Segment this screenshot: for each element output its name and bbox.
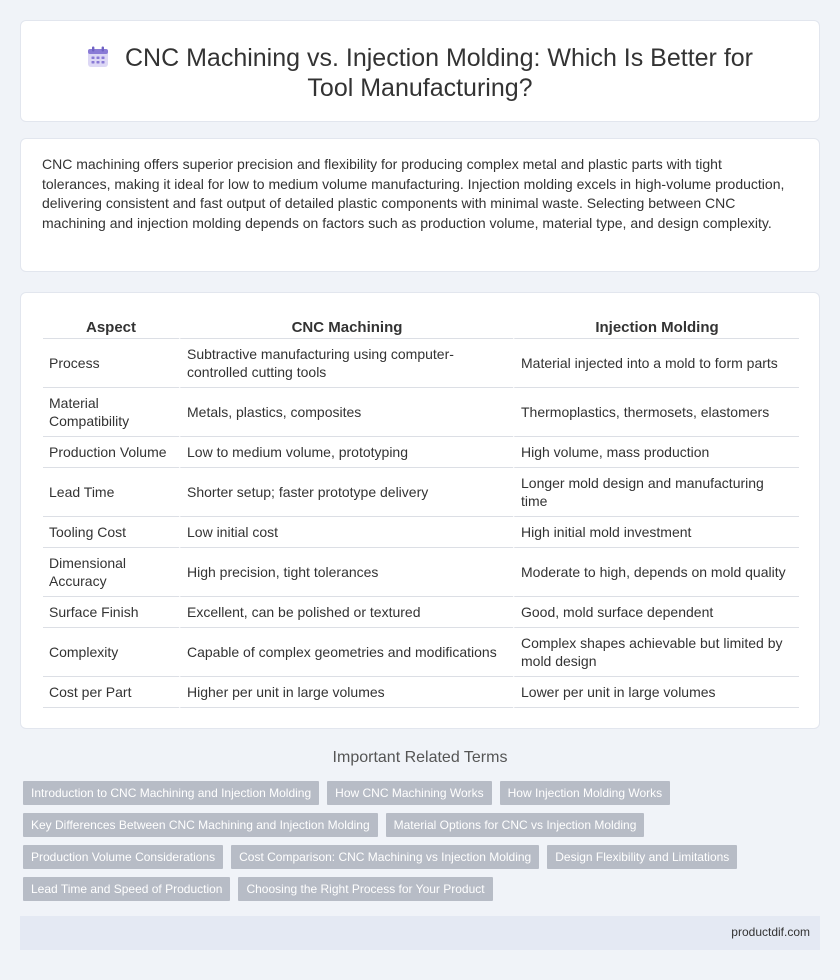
row-cnc: Low initial cost [179, 517, 513, 548]
table-header-row [43, 315, 799, 339]
tag-row [23, 781, 823, 805]
related-terms-tags [23, 781, 823, 909]
row-cnc: Higher per unit in large volumes [179, 677, 513, 708]
row-cnc: High precision, tight tolerances [179, 548, 513, 597]
row-cnc: Excellent, can be polished or textured [179, 597, 513, 628]
row-cnc: Shorter setup; faster prototype delivery [179, 468, 513, 517]
comparison-table-card [20, 292, 820, 729]
row-injection: Good, mold surface dependent [513, 597, 799, 628]
row-aspect: Surface Finish [43, 597, 179, 628]
header-injection-molding: Injection Molding [513, 315, 799, 339]
tag-key-differences[interactable]: Key Differences Between CNC Machining and Injection Molding [23, 813, 378, 837]
tag-how-cnc-works[interactable]: How CNC Machining Works [327, 781, 491, 805]
row-aspect: Complexity [43, 628, 179, 677]
tag-row [23, 877, 823, 901]
tag-choosing-process[interactable]: Choosing the Right Process for Your Product [238, 877, 492, 901]
row-cnc: Capable of complex geometries and modifications [179, 628, 513, 677]
row-injection: High initial mold investment [513, 517, 799, 548]
tag-production-volume[interactable]: Production Volume Considerations [23, 845, 223, 869]
row-aspect: Production Volume [43, 437, 179, 468]
row-aspect: Lead Time [43, 468, 179, 517]
row-cnc: Metals, plastics, composites [179, 388, 513, 437]
row-injection: Thermoplastics, thermosets, elastomers [513, 388, 799, 437]
row-injection: Moderate to high, depends on mold quality [513, 548, 799, 597]
tag-lead-time[interactable]: Lead Time and Speed of Production [23, 877, 230, 901]
header-aspect: Aspect [43, 315, 179, 339]
row-aspect: Cost per Part [43, 677, 179, 708]
tag-cost-comparison[interactable]: Cost Comparison: CNC Machining vs Injection Molding [231, 845, 539, 869]
header-cnc-machining: CNC Machining [179, 315, 513, 339]
tag-row [23, 813, 823, 837]
tag-how-injection-works[interactable]: How Injection Molding Works [500, 781, 671, 805]
row-injection: Longer mold design and manufacturing time [513, 468, 799, 517]
table-row [43, 628, 799, 677]
row-aspect: Dimensional Accuracy [43, 548, 179, 597]
row-injection: Material injected into a mold to form parts [513, 339, 799, 388]
row-aspect: Process [43, 339, 179, 388]
row-injection: Complex shapes achievable but limited by mold design [513, 628, 799, 677]
table-row [43, 388, 799, 437]
row-injection: High volume, mass production [513, 437, 799, 468]
table-row [43, 468, 799, 517]
footer-site-link[interactable]: productdif.com [731, 925, 810, 939]
header-card [20, 20, 820, 122]
tag-design-flexibility[interactable]: Design Flexibility and Limitations [547, 845, 737, 869]
row-injection: Lower per unit in large volumes [513, 677, 799, 708]
calendar-icon [87, 45, 109, 67]
table-row [43, 339, 799, 388]
intro-card [20, 138, 820, 272]
table-row [43, 677, 799, 708]
intro-text: CNC machining offers superior precision and flexibility for producing complex metal and plastic parts with tight tolerances, making it ideal for low to medium volume manufacturing. Injection molding excels in high-volume production, delivering consistent and fast output of detailed plastic components with minimal waste. Selecting between CNC machining and injection molding depends on factors such as production volume, material type, and design complexity. [42, 156, 785, 231]
table-row [43, 548, 799, 597]
comparison-table [43, 315, 799, 708]
table-row [43, 437, 799, 468]
tag-introduction[interactable]: Introduction to CNC Machining and Injection Molding [23, 781, 319, 805]
row-cnc: Subtractive manufacturing using computer-controlled cutting tools [179, 339, 513, 388]
table-row [43, 597, 799, 628]
page-title-wrap [61, 43, 779, 103]
row-aspect: Material Compatibility [43, 388, 179, 437]
row-cnc: Low to medium volume, prototyping [179, 437, 513, 468]
row-aspect: Tooling Cost [43, 517, 179, 548]
table-row [43, 517, 799, 548]
tag-row [23, 845, 823, 869]
related-terms-title: Important Related Terms [332, 749, 508, 766]
page-title: CNC Machining vs. Injection Molding: Which Is Better for Tool Manufacturing? [124, 44, 753, 102]
footer [20, 916, 820, 950]
tag-material-options[interactable]: Material Options for CNC vs Injection Molding [386, 813, 645, 837]
